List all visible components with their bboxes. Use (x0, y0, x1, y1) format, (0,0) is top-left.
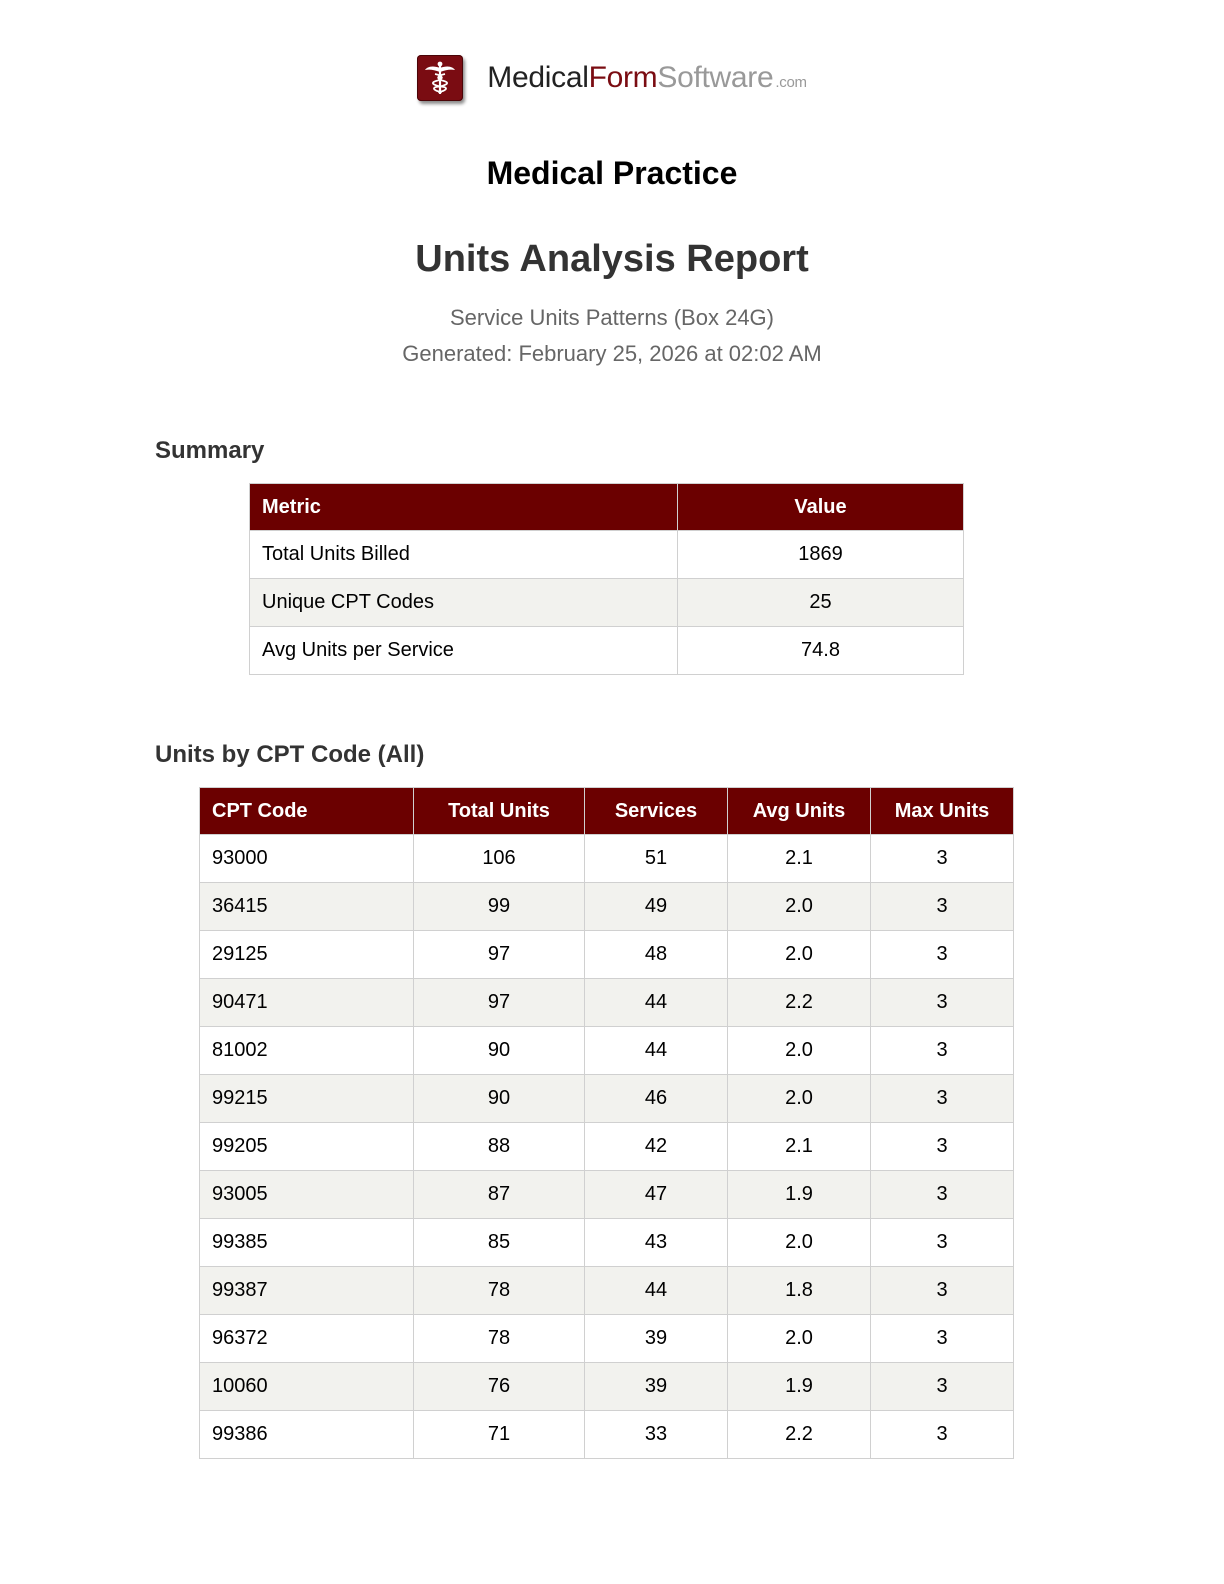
cpt-code-cell: 90471 (200, 979, 414, 1027)
header-max-units: Max Units (871, 788, 1014, 835)
table-row (200, 1219, 1014, 1267)
cpt-code-cell: 93000 (200, 835, 414, 883)
avg-units-cell: 2.0 (728, 1219, 871, 1267)
header-services: Services (585, 788, 728, 835)
cpt-code-cell: 36415 (200, 883, 414, 931)
logo-text-software: Software (657, 61, 774, 94)
header-avg-units: Avg Units (728, 788, 871, 835)
table-row (200, 931, 1014, 979)
max-units-cell: 3 (871, 1027, 1014, 1075)
table-row (200, 835, 1014, 883)
summary-metric-cell: Unique CPT Codes (250, 579, 678, 627)
avg-units-cell: 2.0 (728, 931, 871, 979)
logo-text-medical: Medical (487, 61, 589, 94)
services-cell: 42 (585, 1123, 728, 1171)
avg-units-cell: 2.2 (728, 979, 871, 1027)
summary-value-cell: 74.8 (678, 627, 964, 675)
services-cell: 48 (585, 931, 728, 979)
summary-value-cell: 25 (678, 579, 964, 627)
cpt-code-cell: 99387 (200, 1267, 414, 1315)
table-row (200, 1267, 1014, 1315)
cpt-header-row (200, 788, 1014, 835)
units-by-cpt-table (199, 787, 1014, 1459)
logo-text-com: .com (775, 74, 807, 91)
units-by-cpt-heading: Units by CPT Code (All) (155, 741, 425, 768)
max-units-cell: 3 (871, 1123, 1014, 1171)
summary-header-value: Value (678, 484, 964, 531)
cpt-code-cell: 29125 (200, 931, 414, 979)
avg-units-cell: 2.0 (728, 1075, 871, 1123)
cpt-code-cell: 99215 (200, 1075, 414, 1123)
report-subtitle: Service Units Patterns (Box 24G) (449, 305, 774, 330)
summary-heading: Summary (155, 437, 265, 464)
max-units-cell: 3 (871, 1363, 1014, 1411)
max-units-cell: 3 (871, 1315, 1014, 1363)
avg-units-cell: 1.9 (728, 1363, 871, 1411)
table-row (200, 1075, 1014, 1123)
total-units-cell: 78 (414, 1267, 585, 1315)
services-cell: 49 (585, 883, 728, 931)
services-cell: 44 (585, 979, 728, 1027)
summary-row (250, 531, 964, 579)
services-cell: 39 (585, 1363, 728, 1411)
logo (0, 52, 1224, 104)
max-units-cell: 3 (871, 1219, 1014, 1267)
max-units-cell: 3 (871, 883, 1014, 931)
cpt-code-cell: 93005 (200, 1171, 414, 1219)
total-units-cell: 88 (414, 1123, 585, 1171)
total-units-cell: 90 (414, 1027, 585, 1075)
total-units-cell: 85 (414, 1219, 585, 1267)
table-row (200, 1315, 1014, 1363)
avg-units-cell: 2.1 (728, 835, 871, 883)
max-units-cell: 3 (871, 1411, 1014, 1459)
avg-units-cell: 2.0 (728, 1027, 871, 1075)
max-units-cell: 3 (871, 931, 1014, 979)
total-units-cell: 97 (414, 931, 585, 979)
total-units-cell: 76 (414, 1363, 585, 1411)
avg-units-cell: 2.1 (728, 1123, 871, 1171)
report-title: Units Analysis Report (415, 238, 809, 280)
max-units-cell: 3 (871, 1171, 1014, 1219)
table-row (200, 1363, 1014, 1411)
table-row (200, 883, 1014, 931)
total-units-cell: 90 (414, 1075, 585, 1123)
services-cell: 44 (585, 1267, 728, 1315)
services-cell: 47 (585, 1171, 728, 1219)
practice-name: Medical Practice (486, 155, 738, 191)
summary-header-metric: Metric (250, 484, 678, 531)
cpt-code-cell: 96372 (200, 1315, 414, 1363)
cpt-code-cell: 99385 (200, 1219, 414, 1267)
total-units-cell: 106 (414, 835, 585, 883)
total-units-cell: 87 (414, 1171, 585, 1219)
total-units-cell: 99 (414, 883, 585, 931)
services-cell: 51 (585, 835, 728, 883)
services-cell: 46 (585, 1075, 728, 1123)
summary-row (250, 627, 964, 675)
table-row (200, 1171, 1014, 1219)
avg-units-cell: 1.9 (728, 1171, 871, 1219)
cpt-code-cell: 99205 (200, 1123, 414, 1171)
table-row (200, 1027, 1014, 1075)
summary-metric-cell: Avg Units per Service (250, 627, 678, 675)
max-units-cell: 3 (871, 835, 1014, 883)
avg-units-cell: 2.0 (728, 1315, 871, 1363)
summary-table (249, 483, 964, 675)
table-row (200, 1123, 1014, 1171)
summary-header-row (250, 484, 964, 531)
caduceus-icon (417, 55, 463, 101)
total-units-cell: 97 (414, 979, 585, 1027)
header-cpt-code: CPT Code (200, 788, 414, 835)
logo-text-form: Form (588, 61, 658, 94)
avg-units-cell: 1.8 (728, 1267, 871, 1315)
table-row (200, 979, 1014, 1027)
header-total-units: Total Units (414, 788, 585, 835)
services-cell: 39 (585, 1315, 728, 1363)
summary-value-cell: 1869 (678, 531, 964, 579)
summary-metric-cell: Total Units Billed (250, 531, 678, 579)
avg-units-cell: 2.2 (728, 1411, 871, 1459)
total-units-cell: 71 (414, 1411, 585, 1459)
avg-units-cell: 2.0 (728, 883, 871, 931)
services-cell: 43 (585, 1219, 728, 1267)
max-units-cell: 3 (871, 1075, 1014, 1123)
cpt-code-cell: 10060 (200, 1363, 414, 1411)
max-units-cell: 3 (871, 979, 1014, 1027)
summary-row (250, 579, 964, 627)
services-cell: 33 (585, 1411, 728, 1459)
generated-timestamp: Generated: February 25, 2026 at 02:02 AM (402, 341, 822, 366)
services-cell: 44 (585, 1027, 728, 1075)
cpt-code-cell: 81002 (200, 1027, 414, 1075)
table-row (200, 1411, 1014, 1459)
cpt-code-cell: 99386 (200, 1411, 414, 1459)
total-units-cell: 78 (414, 1315, 585, 1363)
max-units-cell: 3 (871, 1267, 1014, 1315)
logo-wordmark (487, 61, 806, 95)
